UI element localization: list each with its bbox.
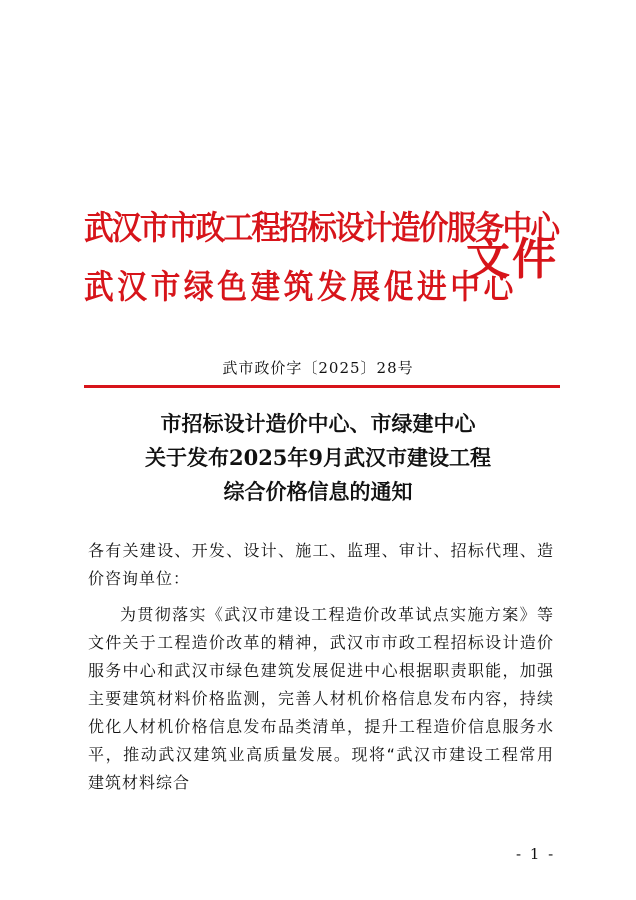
notice-body (88, 537, 554, 797)
document-type-label: 文件 (466, 234, 558, 285)
issuing-org-2: 武汉市绿色建筑发展促进中心 (84, 267, 517, 306)
red-divider-line (84, 385, 560, 388)
title-line-3: 综合价格信息的通知 (223, 479, 413, 504)
title-line-1: 市招标设计造价中心、市绿建中心 (160, 411, 476, 436)
title-line-2: 关于发布2025年9月武汉市建设工程 (144, 445, 492, 470)
issuing-org-1: 武汉市市政工程招标设计造价服务中心 (84, 208, 559, 247)
notice-title (0, 407, 636, 509)
body-paragraph-1: 为贯彻落实《武汉市建设工程造价改革试点实施方案》等文件关于工程造价改革的精神，武汉市市政工程招标设计造价服务中心和武汉市绿色建筑发展促进中心根据职责职能，加强主要建筑材料价格监测，完善人材机价格信息发布内容，持续优化人材机价格信息发布品类清单，提升工程造价信息服务水平，推动武汉建筑业高质量发展。现将“武汉市建设工程常用建筑材料综合 (88, 605, 554, 792)
salutation: 各有关建设、开发、设计、施工、监理、审计、招标代理、造价咨询单位： (88, 541, 554, 588)
document-number: 武市政价字〔2025〕28号 (222, 359, 414, 377)
page-number: - 1 - (516, 845, 556, 863)
